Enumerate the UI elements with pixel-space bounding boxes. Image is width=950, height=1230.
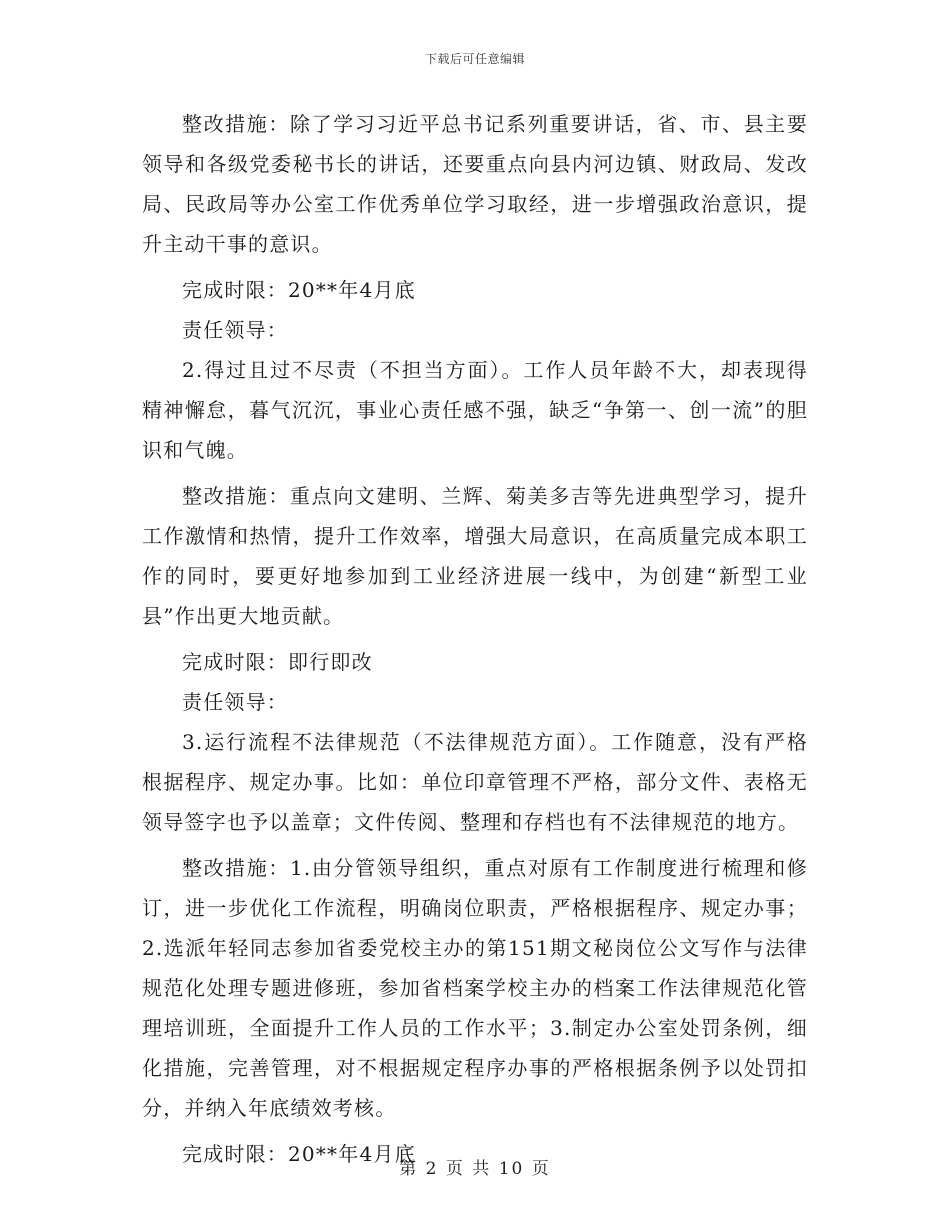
paragraph-rectification-measures-1: 整改措施：除了学习习近平总书记系列重要讲话，省、市、县主要领导和各级党委秘书长的讲话，还要重点向县内河边镇、财政局、发改局、民政局等办公室工作优秀单位学习取经，进一步增强政治意识，提升主动干事的意识。 [142,112,808,256]
paragraph-rectification-measures-3: 整改措施：1.由分管领导组织，重点对原有工作制度进行梳理和修订，进一步优化工作流程，明确岗位职责，严格根据程序、规定办事；2.选派年轻同志参加省委党校主办的第151期文秘岗位公文写作与法律规范化处理专题进修班，参加省档案学校主办的档案工作法律规范化管理培训班，全面提升工作人员的工作水平；3.制定办公室处罚条例，细化措施，完善管理，对不根据规定程序办事的严格根据条例予以处罚扣分，并纳入年底绩效考核。 [142,856,808,1120]
paragraph-deadline-1: 完成时限：20**年4月底 [182,278,416,302]
paragraph-issue-2: 2.得过且过不尽责（不担当方面）。工作人员年龄不大，却表现得精神懈怠，暮气沉沉，事业心责任感不强，缺乏“争第一、创一流”的胆识和气魄。 [142,358,808,462]
document-body [142,104,808,1174]
paragraph-deadline-3: 完成时限：20**年4月底 [182,1142,416,1166]
page-header: 下载后可任意编辑 [424,52,525,66]
page-number-footer: 第 2 页 共 10 页 [399,1159,551,1179]
paragraph-issue-3: 3.运行流程不法律规范（不法律规范方面）。工作随意，没有严格根据程序、规定办事。比如：单位印章管理不严格，部分文件、表格无领导签字也予以盖章；文件传阅、整理和存档也有不法律规范的地方。 [142,730,808,834]
paragraph-responsible-leader-1: 责任领导： [182,318,288,342]
paragraph-deadline-2: 完成时限：即行即改 [182,650,373,674]
paragraph-rectification-measures-2: 整改措施：重点向文建明、兰辉、菊美多吉等先进典型学习，提升工作激情和热情，提升工作效率，增强大局意识，在高质量完成本职工作的同时，要更好地参加到工业经济进展一线中，为创建“新型工业县”作出更大地贡献。 [142,484,808,628]
paragraph-responsible-leader-2: 责任领导： [182,690,288,714]
